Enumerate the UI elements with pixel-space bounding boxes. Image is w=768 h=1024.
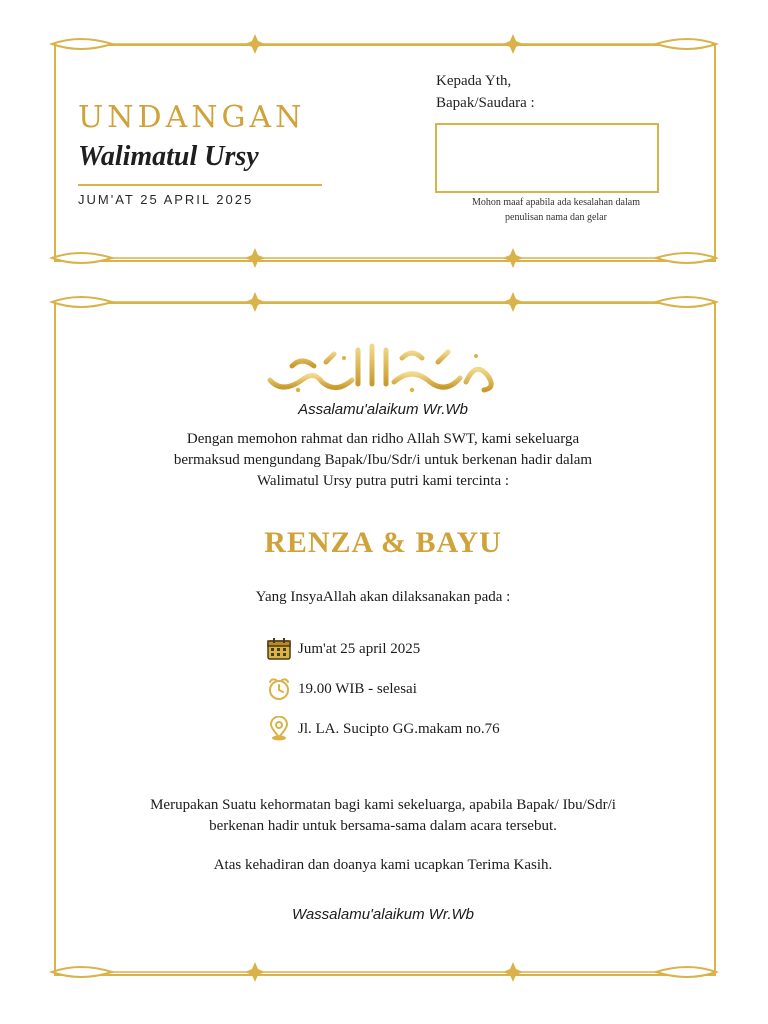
recipient-name-box[interactable] xyxy=(435,123,659,193)
event-time-row xyxy=(266,676,417,702)
apology-note-line-2: penulisan nama dan gelar xyxy=(505,212,607,223)
event-time-text: 19.00 WIB - selesai xyxy=(298,680,417,697)
event-date-header: JUM'AT 25 APRIL 2025 xyxy=(78,192,254,207)
closing-greeting: Wassalamu'alaikum Wr.Wb xyxy=(291,906,475,923)
closing-line-2: berkenan hadir untuk bersama-sama dalam acara tersebut. xyxy=(209,818,557,834)
top-card-upper-ornament xyxy=(0,32,768,56)
title-divider xyxy=(78,184,322,186)
closing-message xyxy=(80,795,686,837)
schedule-lead-in: Yang InsyaAllah akan dilaksanakan pada : xyxy=(255,589,511,605)
main-card-upper-ornament xyxy=(0,290,768,314)
event-date-row xyxy=(266,636,420,662)
recipient-line-2: Bapak/Saudara : xyxy=(436,95,535,111)
intro-line-3: Walimatul Ursy putra putri kami tercinta : xyxy=(256,473,510,489)
apology-note-line-1: Mohon maaf apabila ada kesalahan dalam xyxy=(472,197,640,208)
recipient-greeting xyxy=(436,70,535,114)
invitation-title: UNDANGAN xyxy=(78,100,306,135)
location-pin-icon xyxy=(266,716,292,742)
intro-line-1: Dengan memohon rahmat dan ridho Allah SWT, kami sekeluarga xyxy=(186,431,580,447)
event-location-row xyxy=(266,716,500,742)
event-location-text: Jl. LA. Sucipto GG.makam no.76 xyxy=(298,720,500,737)
event-date-text: Jum'at 25 april 2025 xyxy=(298,640,421,657)
closing-line-1: Merupakan Suatu kehormatan bagi kami sekeluarga, apabila Bapak/ Ibu/Sdr/i xyxy=(150,797,616,813)
bismillah-calligraphy-icon xyxy=(262,336,502,396)
calendar-icon xyxy=(266,636,292,662)
invitation-subtitle: Walimatul Ursy xyxy=(78,141,259,172)
invitation-intro xyxy=(80,429,686,492)
main-card-lower-ornament xyxy=(0,960,768,984)
apology-note xyxy=(436,195,676,225)
thank-you-text: Atas kehadiran dan doanya kami ucapkan Terima Kasih. xyxy=(213,857,553,873)
couple-names: RENZA & BAYU xyxy=(264,526,502,559)
opening-greeting: Assalamu'alaikum Wr.Wb xyxy=(298,401,468,418)
top-card-lower-ornament xyxy=(0,246,768,270)
recipient-line-1: Kepada Yth, xyxy=(436,73,512,89)
alarm-clock-icon xyxy=(266,676,292,702)
intro-line-2: bermaksud mengundang Bapak/Ibu/Sdr/i untuk berkenan hadir dalam xyxy=(173,452,593,468)
